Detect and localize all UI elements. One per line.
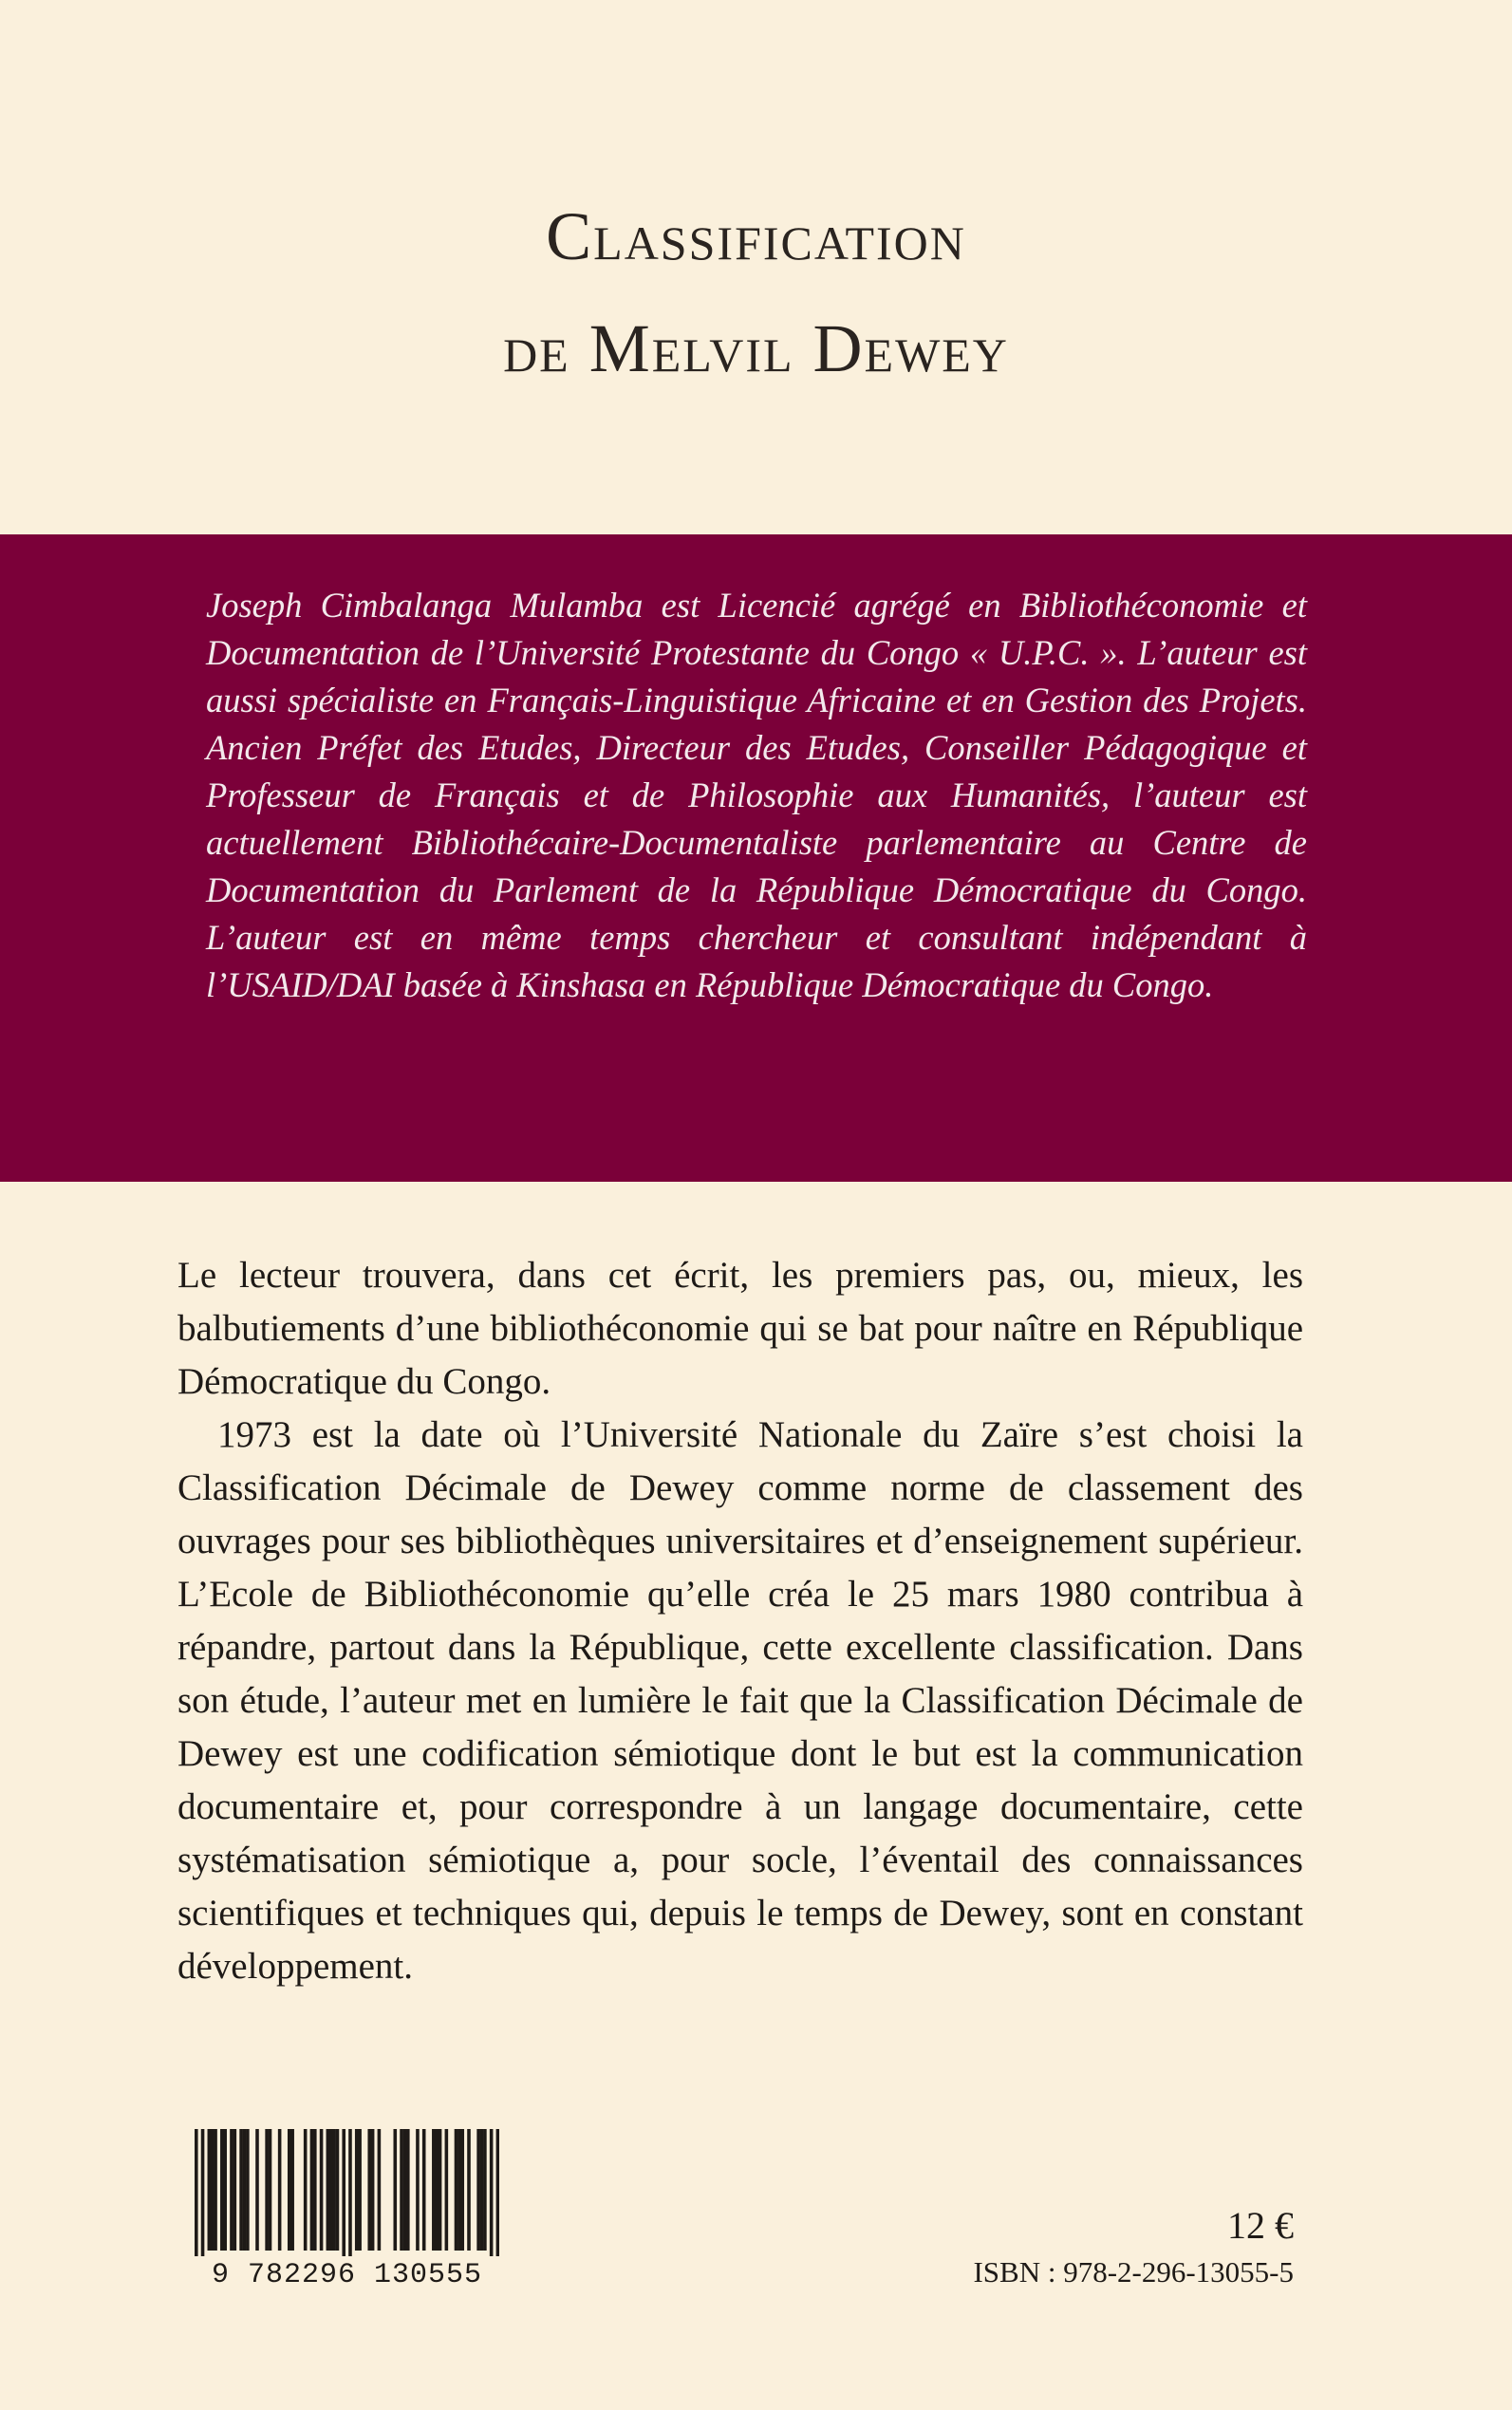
barcode-bar-3 — [211, 2129, 215, 2251]
barcode-bar-2 — [208, 2129, 212, 2251]
barcode-bar-49 — [483, 2129, 487, 2251]
barcode-bar-31 — [371, 2129, 375, 2251]
barcode-bar-26 — [342, 2129, 345, 2262]
barcode-bar-7 — [230, 2129, 233, 2251]
author-bio-band — [0, 534, 1512, 1182]
barcode-bar-6 — [223, 2129, 227, 2251]
barcode-bar-11 — [246, 2129, 250, 2251]
barcode-bar-10 — [243, 2129, 247, 2251]
barcode-bar-19 — [310, 2129, 314, 2251]
barcode-bar-51 — [496, 2129, 499, 2262]
author-bio-text: Joseph Cimbalanga Mulamba est Licencié agrégé en Bibliothéconomie et Documentation de l’Université Protestante du Congo « U.P.C. ». L’auteur est aussi spécialiste en Français-Linguistique Africaine et en Gestion des Projets. Ancien Préfet des Etudes, Directeur des Etudes, Conseiller Pédagogique et Professeur de Français et de Philosophie aux Humanités, l’auteur est actuellement Bibliothécaire-Documentaliste parlementaire au Centre de Documentation du Parlement de la République Démocratique du Congo. L’auteur est en même temps chercheur et consultant indépendant à l’USAID/DAI basée à Kinshasa en République Démocratique du Congo. — [206, 586, 1307, 1004]
barcode-bar-47 — [476, 2129, 480, 2251]
barcode-bar-24 — [332, 2129, 336, 2251]
barcode-bar-44 — [457, 2129, 461, 2251]
book-summary — [177, 1249, 1303, 1993]
barcode-bar-4 — [214, 2129, 217, 2251]
barcode-bar-37 — [416, 2129, 420, 2251]
barcode-bar-40 — [435, 2129, 439, 2251]
price-label: 12 € — [1227, 2204, 1294, 2247]
summary-paragraph-2: 1973 est la date où l’Université Nationale du Zaïre s’est choisi la Classification Décimale de Dewey comme norme de classement des ouvrages pour ses bibliothèques universitaires et d’enseignement supérieur. L’Ecole de Bibliothéconomie qu’elle créa le 25 mars 1980 contribua à répandre, partout dans la République, cette excellente classification. Dans son étude, l’auteur met en lumière le fait que la Classification Décimale de Dewey est une codification sémiotique dont le but est la communication documentaire et, pour correspondre à un langage documentaire, cette systématisation sémiotique a, pour socle, l’éventail des connaissances scientifiques et techniques qui, depuis le temps de Dewey, sont en constant développement. — [177, 1414, 1303, 1987]
barcode-bar-14 — [269, 2129, 272, 2251]
barcode-bar-29 — [358, 2129, 362, 2251]
barcode-bar-46 — [467, 2129, 471, 2251]
barcode-bar-34 — [400, 2129, 403, 2251]
barcode-bar-35 — [403, 2129, 407, 2251]
barcode-bar-13 — [265, 2129, 269, 2251]
title-line-1: Classification — [546, 198, 966, 274]
barcode-bar-50 — [490, 2129, 494, 2262]
barcode-bar-15 — [278, 2129, 282, 2251]
barcode-bar-17 — [290, 2129, 294, 2251]
barcode-bar-38 — [422, 2129, 426, 2251]
barcode-bars — [195, 2129, 499, 2262]
title-line-2: de Melvil Dewey — [503, 310, 1009, 386]
barcode-bar-9 — [239, 2129, 243, 2251]
isbn-barcode — [195, 2129, 499, 2298]
barcode-bar-25 — [336, 2129, 340, 2251]
barcode-bar-12 — [255, 2129, 259, 2251]
barcode-bar-20 — [313, 2129, 317, 2251]
summary-paragraph-1: Le lecteur trouvera, dans cet écrit, les premiers pas, ou, mieux, les balbutiements d’une bibliothéconomie qui se bat pour naître en République Démocratique du Congo. — [177, 1255, 1303, 1402]
barcode-bar-43 — [455, 2129, 458, 2251]
barcode-bar-30 — [367, 2129, 371, 2251]
barcode-bar-42 — [445, 2129, 449, 2251]
barcode-bar-0 — [195, 2129, 198, 2262]
barcode-bar-28 — [355, 2129, 359, 2251]
barcode-bar-5 — [220, 2129, 224, 2251]
isbn-label: ISBN : 978-2-296-13055-5 — [973, 2255, 1294, 2289]
barcode-bar-41 — [439, 2129, 442, 2251]
barcode-bar-8 — [233, 2129, 237, 2251]
barcode-bar-27 — [348, 2129, 352, 2262]
barcode-bar-23 — [329, 2129, 333, 2251]
barcode-bar-48 — [480, 2129, 484, 2251]
barcode-bar-21 — [320, 2129, 324, 2251]
barcode-bar-22 — [327, 2129, 330, 2251]
barcode-bar-39 — [432, 2129, 436, 2251]
barcode-bar-36 — [406, 2129, 410, 2251]
barcode-bar-33 — [393, 2129, 397, 2251]
barcode-bar-45 — [460, 2129, 464, 2251]
barcode-bar-16 — [288, 2129, 291, 2251]
barcode-bar-32 — [378, 2129, 382, 2251]
barcode-bar-1 — [201, 2129, 205, 2262]
book-title — [0, 180, 1512, 404]
barcode-digits: 9 782296 130555 — [195, 2256, 499, 2294]
barcode-bar-18 — [304, 2129, 308, 2251]
